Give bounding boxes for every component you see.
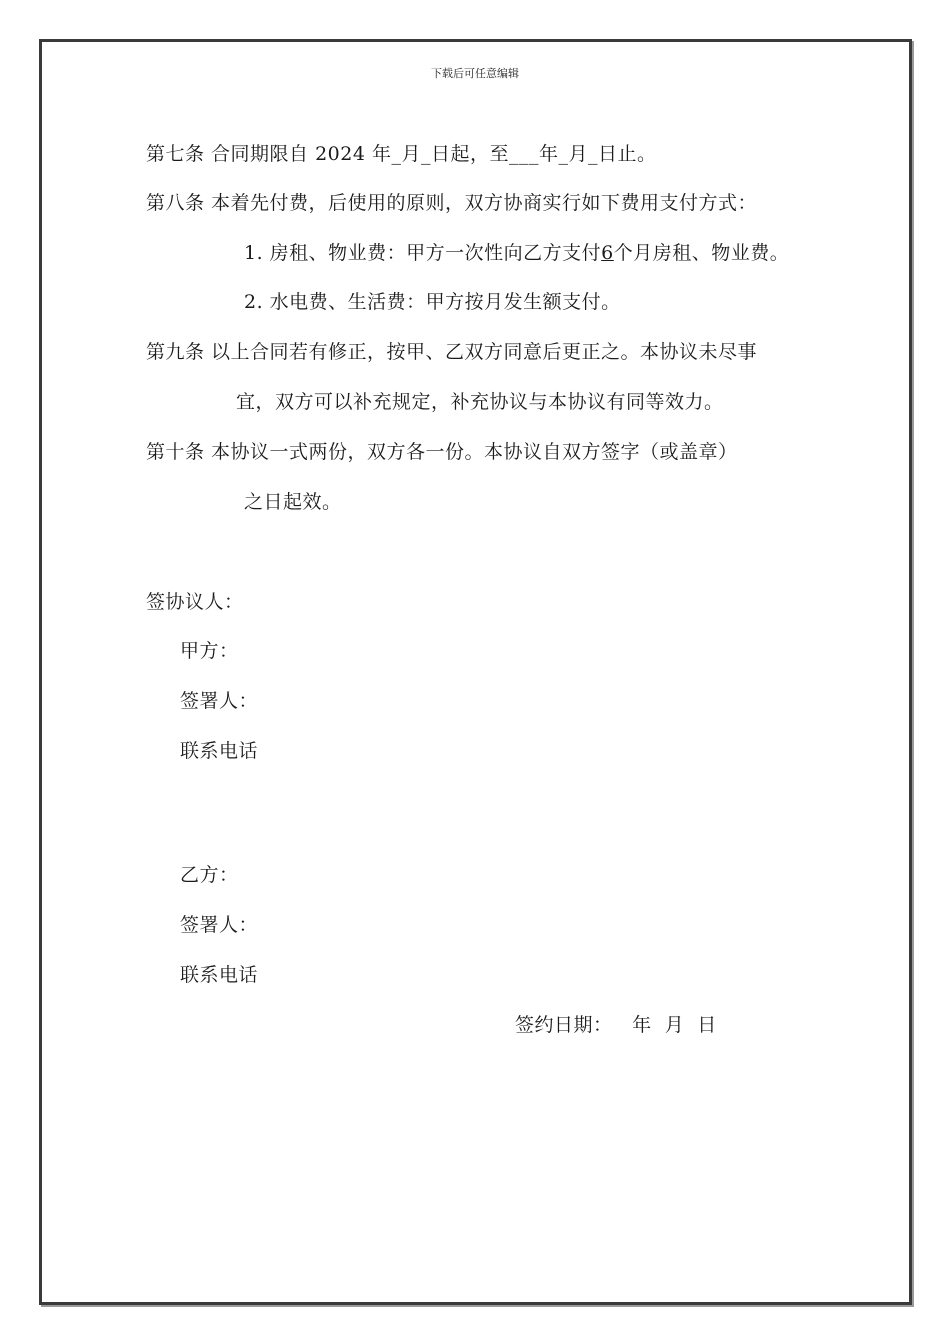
article-8: 第八条 本着先付费，后使用的原则，双方协商实行如下费用支付方式：: [146, 192, 758, 214]
party-a-label: 甲方：: [180, 640, 239, 662]
document-page: [39, 39, 912, 1305]
article-8-item-1: [244, 238, 789, 265]
party-b-signer-label: 签署人：: [180, 914, 259, 936]
signing-date-line: 签约日期： 年 月 日: [515, 1014, 717, 1036]
party-b-label: 乙方：: [180, 864, 239, 886]
party-b-phone-label: 联系电话: [180, 964, 259, 986]
party-a-signer-label: 签署人：: [180, 690, 259, 712]
article-8-item-1-pre: 1. 房租、物业费：甲方一次性向乙方支付: [244, 242, 602, 264]
party-a-phone-label: 联系电话: [180, 740, 259, 762]
months-count: 6: [601, 242, 614, 264]
article-9-line-1: 第九条 以上合同若有修正，按甲、乙双方同意后更正之。本协议未尽事: [146, 341, 758, 363]
article-8-item-1-post: 个月房租、物业费。: [613, 242, 790, 264]
article-7: 第七条 合同期限自 2024 年_月_日起，至___年_月_日止。: [146, 143, 657, 165]
signatories-title: 签协议人：: [146, 591, 244, 613]
article-8-item-2: 2. 水电费、生活费：甲方按月发生额支付。: [244, 291, 621, 313]
page-header: 下载后可任意编辑: [431, 67, 519, 80]
article-10-line-2: 之日起效。: [244, 491, 342, 513]
article-10-line-1: 第十条 本协议一式两份，双方各一份。本协议自双方签字（或盖章）: [146, 441, 738, 463]
article-9-line-2: 宜，双方可以补充规定，补充协议与本协议有同等效力。: [236, 391, 724, 413]
